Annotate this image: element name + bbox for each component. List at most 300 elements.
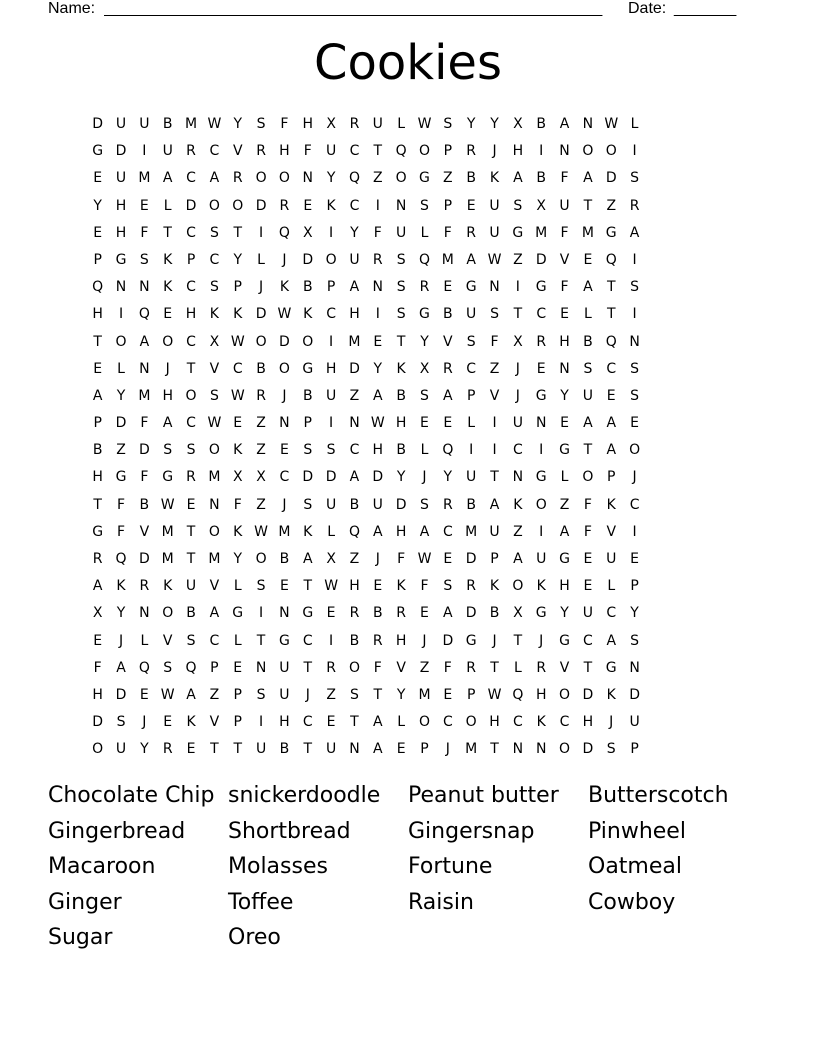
grid-letter: I xyxy=(632,306,637,323)
grid-letter: U xyxy=(162,143,173,160)
grid-row xyxy=(86,521,646,548)
grid-letter: I xyxy=(329,333,334,350)
grid-row xyxy=(86,602,646,629)
grid-letter: Q xyxy=(138,659,150,676)
grid-letter: U xyxy=(466,306,477,323)
grid-letter: U xyxy=(466,469,477,486)
grid-letter: M xyxy=(581,224,594,241)
grid-letter: A xyxy=(209,170,220,187)
grid-letter: K xyxy=(396,360,406,377)
grid-letter: O xyxy=(348,659,360,676)
grid-letter: Y xyxy=(443,469,453,486)
grid-letter: X xyxy=(419,360,430,377)
grid-letter: X xyxy=(513,333,523,350)
grid-letter: S xyxy=(606,741,616,758)
grid-letter: G xyxy=(302,605,314,622)
grid-letter: D xyxy=(279,333,290,350)
grid-letter: H xyxy=(512,143,524,160)
grid-letter: E xyxy=(186,496,196,513)
grid-letter: S xyxy=(630,387,640,404)
grid-letter: H xyxy=(559,578,570,595)
grid-letter: E xyxy=(630,415,639,432)
grid-letter: L xyxy=(420,224,429,241)
grid-letter: W xyxy=(230,387,245,404)
grid-letter: O xyxy=(302,333,314,350)
grid-letter: B xyxy=(302,387,313,404)
grid-letter: C xyxy=(512,442,523,459)
grid-letter: U xyxy=(536,551,547,567)
grid-letter: T xyxy=(93,333,102,350)
grid-letter: Z xyxy=(256,442,266,459)
grid-letter: S xyxy=(303,496,313,513)
grid-letter: E xyxy=(326,605,336,622)
grid-letter: V xyxy=(209,714,220,731)
grid-letter: A xyxy=(92,387,103,404)
grid-letter: B xyxy=(372,605,383,622)
grid-letter: A xyxy=(559,116,570,132)
grid-letter: O xyxy=(92,741,104,758)
grid-letter: B xyxy=(349,496,360,513)
grid-letter: Z xyxy=(419,659,430,676)
grid-letter: W xyxy=(254,523,268,540)
grid-letter: L xyxy=(233,632,242,649)
grid-letter: C xyxy=(536,306,547,323)
grid-letter: T xyxy=(186,551,196,567)
grid-letter: H xyxy=(535,686,547,703)
grid-row xyxy=(86,113,646,140)
grid-letter: Q xyxy=(418,251,430,268)
grid-letter: L xyxy=(257,251,265,268)
grid-letter: R xyxy=(186,469,196,486)
grid-letter: C xyxy=(606,605,617,622)
grid-letter: B xyxy=(396,387,406,404)
grid-letter: G xyxy=(465,279,477,296)
grid-letter: A xyxy=(583,279,593,296)
grid-letter: Z xyxy=(373,170,383,187)
grid-letter: N xyxy=(512,469,524,486)
grid-letter: A xyxy=(373,387,383,404)
grid-letter: U xyxy=(325,496,337,513)
grid-letter: D xyxy=(92,714,104,731)
grid-letter: M xyxy=(441,251,454,268)
word-bank-item: Toffee xyxy=(228,889,294,915)
grid-letter: K xyxy=(536,714,546,731)
grid-letter: N xyxy=(582,116,594,132)
grid-letter: M xyxy=(185,116,198,132)
grid-letter: Z xyxy=(606,197,617,214)
grid-letter: P xyxy=(466,387,476,404)
grid-letter: W xyxy=(230,333,245,350)
grid-letter: N xyxy=(535,741,547,758)
grid-letter: T xyxy=(233,741,243,758)
grid-letter: D xyxy=(325,469,337,486)
grid-letter: W xyxy=(207,116,222,132)
grid-letter: H xyxy=(115,224,127,241)
grid-letter: F xyxy=(583,496,592,513)
letter-grid xyxy=(86,113,646,766)
grid-letter: A xyxy=(513,551,523,567)
grid-letter: F xyxy=(560,279,569,296)
grid-letter: O xyxy=(582,143,594,160)
grid-letter: E xyxy=(583,578,593,595)
grid-letter: G xyxy=(232,605,244,622)
grid-letter: A xyxy=(443,387,453,404)
grid-letter: U xyxy=(349,251,360,268)
grid-letter: E xyxy=(93,224,103,241)
grid-letter: B xyxy=(466,496,476,513)
grid-letter: T xyxy=(513,632,523,649)
grid-letter: P xyxy=(607,469,616,486)
grid-letter: H xyxy=(489,714,500,731)
grid-letter: G xyxy=(559,442,570,459)
grid-letter: L xyxy=(163,197,172,214)
grid-letter: R xyxy=(372,632,383,649)
grid-letter: Q xyxy=(395,143,407,160)
grid-letter: F xyxy=(373,659,382,676)
grid-letter: E xyxy=(303,197,313,214)
word-bank-item: Shortbread xyxy=(228,818,351,844)
grid-letter: E xyxy=(373,578,383,595)
grid-letter: D xyxy=(582,741,594,758)
grid-letter: H xyxy=(559,333,570,350)
grid-letter: G xyxy=(559,632,570,649)
grid-letter: B xyxy=(396,442,406,459)
grid-letter: C xyxy=(302,632,313,649)
grid-letter: Y xyxy=(233,116,243,132)
grid-letter: C xyxy=(186,224,196,241)
grid-letter: I xyxy=(375,197,380,214)
grid-letter: K xyxy=(303,523,313,540)
grid-letter: S xyxy=(630,279,640,296)
grid-letter: M xyxy=(138,387,151,404)
grid-letter: M xyxy=(161,523,174,540)
grid-letter: K xyxy=(163,279,173,296)
grid-letter: B xyxy=(186,605,196,622)
grid-letter: Q xyxy=(348,170,360,187)
grid-letter: H xyxy=(92,306,103,323)
grid-letter: T xyxy=(303,659,313,676)
grid-letter: E xyxy=(279,442,289,459)
grid-letter: K xyxy=(489,170,500,187)
grid-letter: B xyxy=(279,551,290,567)
grid-letter: D xyxy=(349,360,360,377)
grid-letter: T xyxy=(373,143,383,160)
grid-letter: O xyxy=(512,578,524,595)
grid-letter: S xyxy=(630,170,640,187)
grid-letter: V xyxy=(232,143,243,160)
grid-letter: R xyxy=(186,143,196,160)
grid-letter: V xyxy=(559,659,570,676)
grid-letter: F xyxy=(420,578,429,595)
grid-letter: F xyxy=(397,551,406,567)
grid-letter: Q xyxy=(605,333,617,350)
grid-letter: Y xyxy=(93,197,102,214)
grid-letter: T xyxy=(583,442,593,459)
grid-letter: S xyxy=(490,306,499,323)
grid-letter: U xyxy=(512,415,523,432)
grid-letter: J xyxy=(539,632,544,649)
grid-letter: R xyxy=(349,605,360,622)
grid-letter: J xyxy=(515,360,520,377)
grid-letter: F xyxy=(583,523,592,540)
grid-letter: G xyxy=(605,659,617,676)
grid-letter: L xyxy=(607,578,616,595)
grid-letter: K xyxy=(396,578,406,595)
grid-letter: L xyxy=(397,116,406,132)
word-bank xyxy=(48,779,788,957)
grid-letter: X xyxy=(92,605,103,622)
grid-letter: V xyxy=(443,333,453,350)
grid-letter: N xyxy=(559,360,570,377)
grid-letter: N xyxy=(139,360,150,377)
grid-letter: D xyxy=(582,686,594,703)
grid-letter: U xyxy=(606,551,617,567)
grid-letter: L xyxy=(327,523,336,540)
grid-letter: J xyxy=(422,632,427,649)
grid-letter: O xyxy=(255,170,267,187)
grid-letter: K xyxy=(326,197,336,214)
grid-letter: D xyxy=(629,686,640,703)
grid-letter: V xyxy=(209,578,220,595)
grid-letter: V xyxy=(489,387,500,404)
grid-letter: J xyxy=(422,469,427,486)
grid-letter: P xyxy=(630,741,639,758)
grid-letter: N xyxy=(302,170,313,187)
grid-letter: F xyxy=(303,143,312,160)
grid-letter: P xyxy=(186,251,196,268)
grid-row xyxy=(86,494,646,521)
grid-letter: S xyxy=(396,251,406,268)
grid-letter: H xyxy=(162,387,173,404)
grid-letter: K xyxy=(233,523,243,540)
grid-letter: N xyxy=(395,197,407,214)
grid-letter: U xyxy=(396,224,407,241)
word-bank-item: Sugar xyxy=(48,925,113,951)
grid-letter: V xyxy=(559,251,570,268)
grid-letter: P xyxy=(420,741,429,758)
grid-letter: H xyxy=(325,360,337,377)
grid-letter: A xyxy=(583,170,593,187)
grid-letter: Y xyxy=(233,251,243,268)
grid-letter: F xyxy=(140,224,149,241)
grid-letter: T xyxy=(233,224,243,241)
word-bank-item: Fortune xyxy=(408,854,493,880)
grid-letter: I xyxy=(539,143,544,160)
word-bank-item: Gingerbread xyxy=(48,818,186,844)
grid-letter: M xyxy=(278,523,291,540)
word-bank-item: snickerdoodle xyxy=(228,783,381,808)
grid-letter: S xyxy=(443,116,453,132)
grid-letter: Y xyxy=(350,224,359,241)
grid-letter: C xyxy=(466,360,477,377)
grid-letter: P xyxy=(326,279,336,296)
grid-letter: O xyxy=(418,714,430,731)
grid-letter: C xyxy=(209,143,220,160)
grid-letter: C xyxy=(349,143,360,160)
grid-letter: Y xyxy=(116,605,126,622)
grid-letter: E xyxy=(326,714,336,731)
grid-letter: T xyxy=(210,741,219,758)
grid-letter: E xyxy=(536,360,546,377)
grid-letter: Q xyxy=(605,251,617,268)
grid-letter: I xyxy=(515,279,520,296)
grid-letter: U xyxy=(489,523,500,540)
grid-letter: J xyxy=(492,143,497,160)
grid-letter: Z xyxy=(326,686,336,703)
grid-letter: T xyxy=(606,306,616,323)
grid-letter: M xyxy=(418,686,431,703)
grid-letter: F xyxy=(280,116,289,132)
grid-letter: F xyxy=(443,659,452,676)
grid-letter: L xyxy=(140,632,149,649)
grid-letter: L xyxy=(630,116,639,132)
grid-letter: R xyxy=(466,578,477,595)
grid-letter: Z xyxy=(349,387,360,404)
grid-row xyxy=(86,466,646,493)
grid-letter: R xyxy=(92,551,103,567)
grid-letter: A xyxy=(419,523,430,540)
grid-letter: C xyxy=(326,306,336,323)
grid-letter: Z xyxy=(489,360,500,377)
grid-letter: A xyxy=(583,415,593,432)
grid-letter: A xyxy=(162,415,173,432)
grid-letter: E xyxy=(420,605,429,622)
grid-letter: G xyxy=(92,523,104,540)
grid-letter: C xyxy=(279,469,290,486)
word-bank-item: Oatmeal xyxy=(588,854,682,880)
grid-letter: J xyxy=(282,496,287,513)
grid-letter: E xyxy=(443,415,453,432)
grid-row xyxy=(86,385,646,412)
grid-letter: G xyxy=(92,143,104,160)
grid-letter: C xyxy=(209,632,220,649)
grid-letter: O xyxy=(559,741,571,758)
grid-letter: C xyxy=(349,442,360,459)
grid-letter: I xyxy=(539,523,544,540)
grid-letter: X xyxy=(536,197,546,214)
grid-letter: U xyxy=(489,197,500,214)
grid-letter: E xyxy=(420,415,429,432)
grid-letter: T xyxy=(490,469,499,486)
grid-letter: G xyxy=(535,279,547,296)
grid-letter: S xyxy=(186,442,196,459)
grid-letter: O xyxy=(162,333,174,350)
grid-letter: H xyxy=(349,578,360,595)
grid-letter: I xyxy=(329,415,334,432)
grid-letter: H xyxy=(279,143,290,160)
grid-letter: H xyxy=(395,415,407,432)
grid-row xyxy=(86,331,646,358)
grid-letter: A xyxy=(186,686,196,703)
word-bank-item: Butterscotch xyxy=(588,783,729,808)
grid-letter: T xyxy=(303,741,313,758)
grid-row xyxy=(86,630,646,657)
grid-letter: O xyxy=(418,143,430,160)
grid-letter: P xyxy=(443,197,453,214)
grid-letter: R xyxy=(256,387,266,404)
grid-letter: S xyxy=(186,632,196,649)
grid-letter: U xyxy=(255,741,267,758)
grid-letter: E xyxy=(560,415,569,432)
grid-letter: G xyxy=(535,605,547,622)
grid-letter: G xyxy=(465,632,477,649)
grid-letter: S xyxy=(396,279,406,296)
grid-letter: D xyxy=(115,686,127,703)
grid-letter: U xyxy=(139,116,150,132)
grid-letter: R xyxy=(536,659,547,676)
grid-letter: Z xyxy=(116,442,126,459)
grid-letter: X xyxy=(209,333,220,350)
grid-letter: W xyxy=(417,116,432,132)
grid-letter: F xyxy=(443,224,452,241)
grid-letter: E xyxy=(163,306,173,323)
grid-letter: Q xyxy=(348,523,360,540)
grid-letter: I xyxy=(118,306,124,323)
grid-letter: D xyxy=(115,415,127,432)
grid-letter: K xyxy=(233,306,243,323)
grid-letter: P xyxy=(93,251,102,268)
grid-letter: Q xyxy=(278,224,290,241)
grid-letter: L xyxy=(583,306,592,323)
grid-letter: M xyxy=(208,469,221,486)
grid-letter: K xyxy=(209,306,219,323)
grid-letter: K xyxy=(489,578,500,595)
grid-letter: I xyxy=(632,251,637,268)
grid-letter: D xyxy=(465,605,477,622)
word-bank-item: Oreo xyxy=(228,925,281,951)
grid-letter: E xyxy=(443,551,453,567)
grid-letter: Y xyxy=(466,116,476,132)
grid-letter: R xyxy=(466,659,477,676)
grid-letter: T xyxy=(256,632,266,649)
grid-letter: C xyxy=(606,360,617,377)
grid-letter: Z xyxy=(256,496,266,513)
grid-letter: X xyxy=(302,224,313,241)
grid-letter: Y xyxy=(116,387,126,404)
grid-letter: H xyxy=(92,686,103,703)
grid-letter: N xyxy=(279,605,290,622)
grid-letter: A xyxy=(373,714,383,731)
grid-letter: X xyxy=(256,469,266,486)
grid-letter: C xyxy=(186,279,196,296)
grid-letter: E xyxy=(396,741,406,758)
grid-letter: E xyxy=(163,714,173,731)
grid-letter: C xyxy=(442,714,453,731)
grid-letter: I xyxy=(632,523,637,540)
grid-letter: U xyxy=(279,686,290,703)
grid-letter: M xyxy=(465,523,478,540)
grid-letter: B xyxy=(536,116,546,132)
word-bank-item: Peanut butter xyxy=(408,783,559,808)
grid-letter: E xyxy=(139,686,149,703)
grid-letter: J xyxy=(375,551,380,567)
grid-letter: S xyxy=(209,387,219,404)
grid-letter: V xyxy=(139,523,150,540)
grid-letter: I xyxy=(259,224,264,241)
grid-letter: Z xyxy=(559,496,570,513)
grid-row xyxy=(86,711,646,738)
grid-letter: F xyxy=(93,659,102,676)
grid-letter: B xyxy=(302,279,313,296)
grid-letter: N xyxy=(209,496,220,513)
grid-letter: E xyxy=(186,741,196,758)
grid-letter: E xyxy=(93,632,103,649)
grid-row xyxy=(86,358,646,385)
grid-letter: S xyxy=(256,116,266,132)
grid-letter: G xyxy=(535,387,547,404)
grid-letter: S xyxy=(466,333,476,350)
grid-letter: J xyxy=(282,251,287,268)
